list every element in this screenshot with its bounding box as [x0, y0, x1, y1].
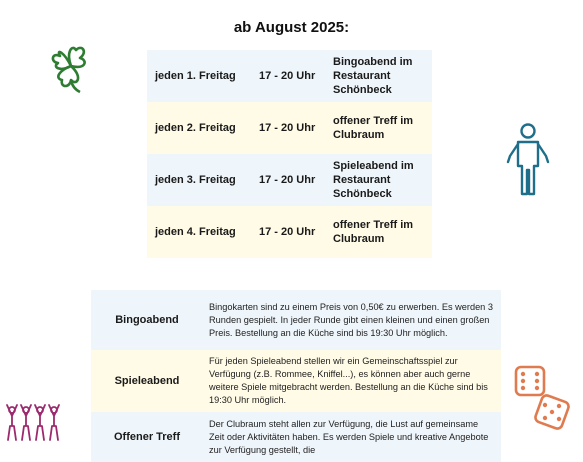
schedule-time: 17 - 20 Uhr — [259, 174, 316, 186]
schedule-day: jeden 4. Freitag — [155, 226, 236, 238]
page-title: ab August 2025: — [233, 19, 350, 36]
description-row — [91, 350, 501, 412]
description-name: Offener Treff — [113, 431, 180, 443]
schedule-time: 17 - 20 Uhr — [259, 70, 316, 82]
schedule-table — [147, 50, 432, 258]
clover-icon — [46, 42, 96, 94]
description-text: Für jeden Spieleabend stellen wir ein Gemeinschaftsspiel zur Verfügung (z.B. Rommee, Kniffel...), es können aber auch gerne weitere Spiele mitgebracht werden. Bestellung an die Küche sind bis 19:30 Uhr möglich. — [209, 356, 488, 405]
schedule-row — [147, 50, 432, 102]
description-text: Der Clubraum steht allen zur Verfügung, die Lust auf gemeinsame Zeit oder Aktivitäten haben. Es werden Spiele und kreative Angebote zur Verfügung gestellt, die — [209, 418, 489, 455]
description-name: Spieleabend — [114, 375, 180, 387]
schedule-row — [147, 102, 432, 154]
description-row — [91, 412, 501, 462]
description-text: Bingokarten sind zu einem Preis von 0,50€ zu erwerben. Es werden 3 Runden gespielt. In jeder Runde gibt einen kleinen und einen großen Preis. Bestellung an die Küche sind bis 19:30 Uhr möglich. — [209, 301, 493, 338]
dice-icon — [512, 364, 576, 436]
schedule-event: offener Treff im Clubraum — [333, 115, 414, 141]
schedule-day: jeden 1. Freitag — [155, 70, 236, 82]
schedule-row — [147, 206, 432, 258]
schedule-day: jeden 3. Freitag — [155, 174, 236, 186]
schedule-row — [147, 154, 432, 206]
people-group-icon — [4, 400, 66, 442]
description-name: Bingoabend — [115, 314, 179, 326]
description-row — [91, 290, 501, 350]
description-table — [91, 290, 501, 462]
schedule-event: Bingoabend im Restaurant Schönbeck — [333, 56, 413, 96]
schedule-event: Spieleabend im Restaurant Schönbeck — [333, 160, 414, 200]
schedule-event: offener Treff im Clubraum — [333, 219, 414, 245]
person-icon — [505, 122, 551, 198]
schedule-time: 17 - 20 Uhr — [259, 226, 316, 238]
schedule-time: 17 - 20 Uhr — [259, 122, 316, 134]
schedule-day: jeden 2. Freitag — [155, 122, 236, 134]
